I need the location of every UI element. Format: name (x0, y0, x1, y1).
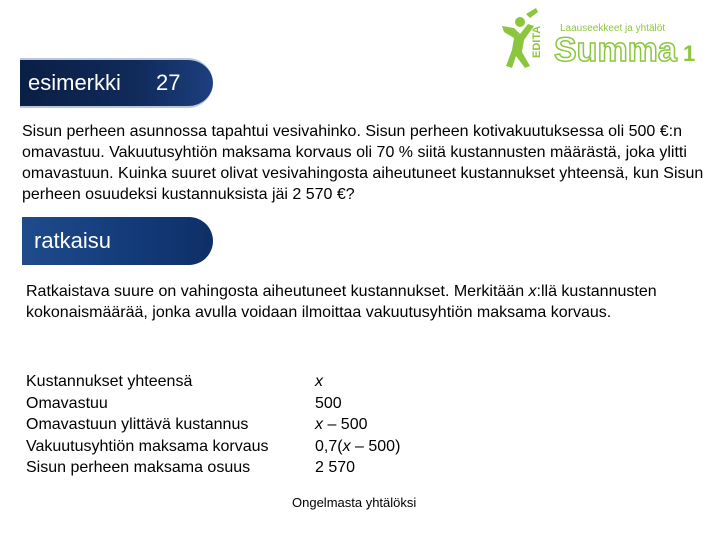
tagline-text: Laauseekkeet ja yhtälöt (560, 23, 666, 34)
summa-number: 1 (683, 41, 696, 66)
summa-wordmark: Summa (554, 31, 677, 69)
row-label: Vakuutusyhtiön maksama korvaus (26, 437, 269, 455)
row-label: Kustannukset yhteensä (26, 373, 193, 390)
equation-table (26, 371, 400, 479)
example-header (20, 58, 213, 108)
problem-text: Sisun perheen asunnossa tapahtui vesivahinko. Sisun perheen kotivakuutuksessa oli 500 €:n omavastuu. Vakuutusyhtiön maksama korvaus oli 70 % siitä kustannusten määrästä, joka ylitti omavastuun. Kuinka suuret olivat vesivahingosta aiheutuneet kustannukset yhteensä, kun Sisun perheen osuudeksi kustannuksista jäi 2 570 €? (22, 123, 704, 203)
publisher-text: EDITA (531, 25, 543, 58)
table-row (26, 393, 400, 415)
table-row (26, 436, 400, 458)
table-row (26, 414, 400, 436)
row-expression: x – 500 (315, 416, 368, 433)
solution-intro (26, 281, 686, 323)
table-row (26, 371, 400, 393)
row-label: Sisun perheen maksama osuus (26, 459, 251, 476)
summa-logo (490, 4, 715, 74)
intro-var: x (528, 283, 537, 300)
row-expression: x (315, 373, 323, 390)
row-expression: 0,7(x – 500) (315, 437, 401, 455)
example-label: esimerkki (28, 70, 121, 95)
example-number: 27 (156, 70, 181, 95)
row-label: Omavastuu (26, 394, 108, 412)
solution-label: ratkaisu (34, 228, 112, 253)
row-label: Omavastuun ylittävä kustannus (26, 416, 249, 433)
table-row (26, 457, 400, 479)
footer-text: Ongelmasta yhtälöksi (292, 495, 417, 510)
intro-before: Ratkaistava suure on vahingosta aiheutuneet kustannukset. Merkitään (26, 283, 529, 300)
row-expression: 500 (315, 394, 342, 412)
row-expression: 2 570 (315, 459, 356, 476)
intro-after: :llä kustannusten kokonaismäärää, jonka avulla voidaan ilmoittaa vakuutusyhtiön maksama korvaus. (26, 283, 657, 321)
solution-header (22, 217, 213, 265)
